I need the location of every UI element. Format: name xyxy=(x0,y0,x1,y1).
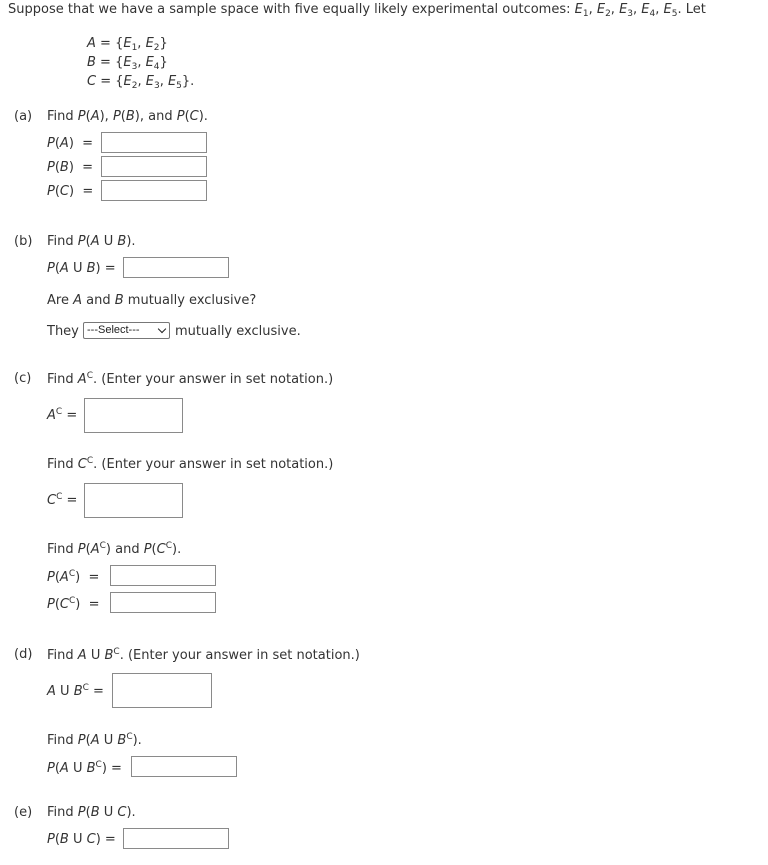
pbuc-label: P(B U C) = xyxy=(47,832,116,847)
pa-label: P(A) = xyxy=(47,136,94,151)
set-b-definition: $B = \{E_3$, $E_4$} xyxy=(87,55,168,72)
cc-label: $C^C$ = xyxy=(47,492,78,508)
pc-input[interactable] xyxy=(101,180,207,201)
part-a-prompt: Find P(A), P(B), and P(C). xyxy=(47,109,208,124)
part-c-prompt-p: Find $P(A^C)$ and $P(C^C)$. xyxy=(47,541,182,557)
pb-label: P(B) = xyxy=(47,160,94,175)
pbuc-input[interactable] xyxy=(123,828,229,849)
part-c-prompt-c: Find $C^C$. (Enter your answer in set notation.) xyxy=(47,456,334,472)
they-label: They xyxy=(47,324,79,339)
select-value: ---Select--- xyxy=(87,324,140,336)
mutual-exclusive-question: Are A and B mutually exclusive? xyxy=(47,293,257,308)
part-e-prompt: Find P(B U C). xyxy=(47,805,136,820)
pcc-label: $P(C^C)$ = xyxy=(47,596,100,612)
part-d-label: (d) xyxy=(14,647,33,662)
pc-label: P(C) = xyxy=(47,184,94,199)
set-a-definition: $A = \{E_1$, $E_2$} xyxy=(87,36,168,53)
problem-intro: Suppose that we have a sample space with five equally likely experimental outcomes: $E_1$, $E_2$, $E_3$, $E_4$, $E_5$. Let xyxy=(8,2,706,19)
paub-input[interactable] xyxy=(123,257,229,278)
pac-label: $P(A^C)$ = xyxy=(47,569,100,585)
part-b-prompt: Find P(A U B). xyxy=(47,234,136,249)
paubc-input[interactable] xyxy=(131,756,237,777)
after-select-label: mutually exclusive. xyxy=(175,324,301,339)
pcc-input[interactable] xyxy=(110,592,216,613)
paubc-label: P(A U $B^C$) = xyxy=(47,760,122,776)
aubc-label: A U $B^C$ = xyxy=(47,683,104,699)
part-a-label: (a) xyxy=(14,109,33,124)
chevron-down-icon xyxy=(158,325,166,333)
ac-input[interactable] xyxy=(84,398,183,433)
pac-input[interactable] xyxy=(110,565,216,586)
ac-label: $A^C$ = xyxy=(47,407,78,423)
part-e-label: (e) xyxy=(14,805,33,820)
mutual-exclusive-select[interactable] xyxy=(83,322,170,339)
pb-input[interactable] xyxy=(101,156,207,177)
part-d-prompt: Find A U $B^C$. (Enter your answer in set notation.) xyxy=(47,647,360,663)
aubc-input[interactable] xyxy=(112,673,212,708)
pa-input[interactable] xyxy=(101,132,207,153)
part-c-label: (c) xyxy=(14,371,32,386)
set-c-definition: $C = \{E_2$, $E_3$, $E_5$}. xyxy=(87,74,195,91)
part-c-prompt-a: Find $A^C$. (Enter your answer in set notation.) xyxy=(47,371,334,387)
cc-input[interactable] xyxy=(84,483,183,518)
paub-label: P(A U B) = xyxy=(47,261,116,276)
part-b-label: (b) xyxy=(14,234,33,249)
part-d-prompt-p: Find P(A U $B^C$). xyxy=(47,732,142,748)
